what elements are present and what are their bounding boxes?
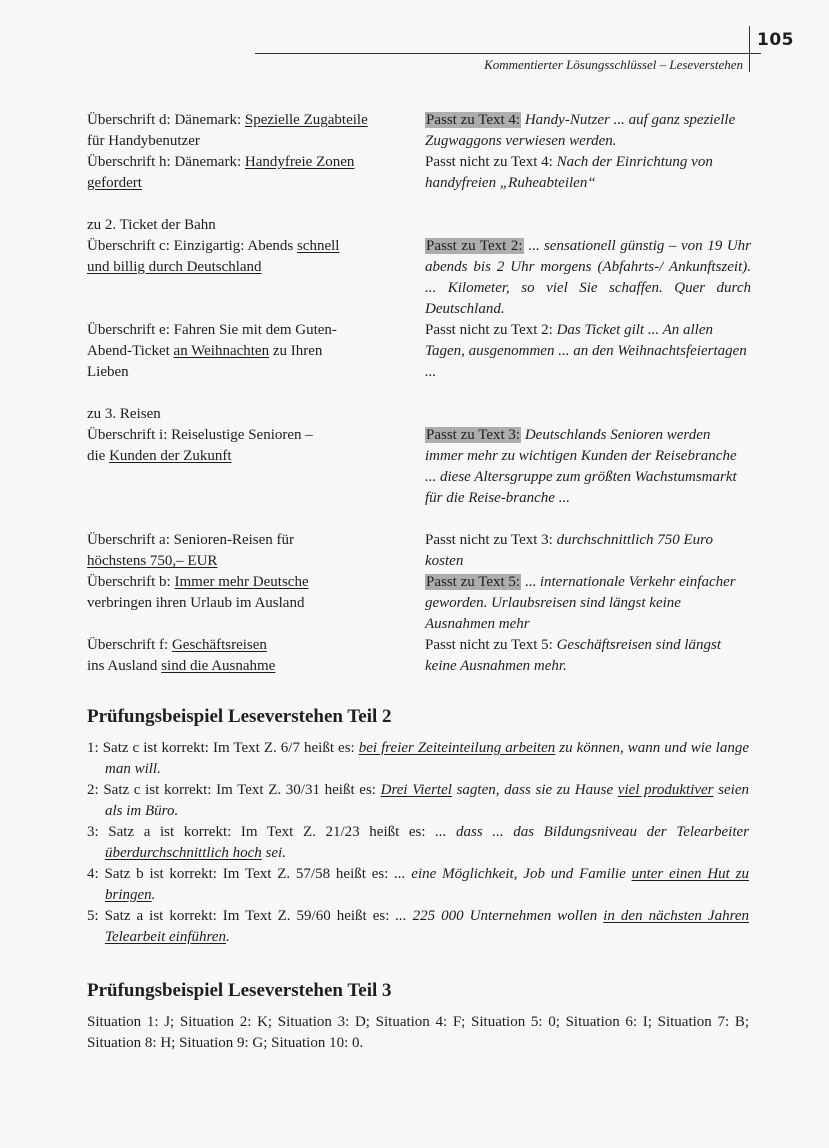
match-text-2: Passt zu Text 2: ... sensationell günstig – von 19 Uhr abends bis 2 Uhr morgens (Abfahrts-/ Ankunftszeit). ... Kilometer, so viel Sie schaffen. Quer durch Deutschland. (425, 238, 751, 317)
highlight-marker: Passt zu Text 5: (426, 574, 521, 590)
answer-item: 1: Satz c ist korrekt: Im Text Z. 6/7 heißt es: bei freier Zeiteinteilung arbeiten zu können, wann und wie lange man will. (87, 740, 749, 777)
heading-d: Überschrift d: Dänemark: Spezielle Zugabteile für Handybenutzer (87, 112, 368, 149)
answer-list-teil-2 (87, 738, 749, 948)
answer-item: 2: Satz c ist korrekt: Im Text Z. 30/31 heißt es: Drei Viertel sagten, dass sie zu Hause viel produktiver seien als im Büro. (87, 782, 749, 819)
match-text-5: Passt zu Text 5: ... internationale Verkehr einfacher geworden. Urlaubsreisen sind längst keine Ausnahmen mehr (425, 574, 736, 632)
running-head: Kommentierter Lösungsschlüssel – Leseverstehen (484, 57, 743, 72)
mismatch-text-4: Passt nicht zu Text 4: Nach der Einrichtung von handyfreien „Ruheabteilen“ (425, 154, 713, 191)
page-number: 105 (757, 30, 794, 50)
answer-item: 5: Satz a ist korrekt: Im Text Z. 59/60 heißt es: ... 225 000 Unternehmen wollen in den nächsten Jahren Telearbeit einführen. (87, 908, 750, 945)
answer-item: 4: Satz b ist korrekt: Im Text Z. 57/58 heißt es: ... eine Möglichkeit, Job und Familie unter einen Hut zu bringen. (87, 866, 749, 903)
heading-f: Überschrift f: Geschäftsreisen ins Ausland sind die Ausnahme (87, 637, 276, 674)
highlight-marker: Passt zu Text 2: (426, 238, 523, 254)
highlight-marker: Passt zu Text 3: (426, 427, 521, 443)
answer-item: 3: Satz a ist korrekt: Im Text Z. 21/23 heißt es: ... dass ... das Bildungsniveau der Telearbeiter überdurchschnittlich hoch sei. (87, 824, 749, 861)
section-2-title: zu 2. Ticket der Bahn (87, 217, 216, 233)
heading-i: Überschrift i: Reiselustige Senioren – die Kunden der Zukunft (87, 427, 313, 464)
heading-a: Überschrift a: Senioren-Reisen für höchstens 750,– EUR (87, 532, 295, 569)
heading-b: Überschrift b: Immer mehr Deutsche verbringen ihren Urlaub im Ausland (87, 574, 309, 611)
highlight-marker: Passt zu Text 4: (426, 112, 521, 128)
heading-h: Überschrift h: Dänemark: Handyfreie Zonen gefordert (87, 154, 355, 191)
heading-c: Überschrift c: Einzigartig: Abends schnell und billig durch Deutschland (87, 238, 340, 275)
header-divider (749, 26, 750, 72)
heading-e: Überschrift e: Fahren Sie mit dem Guten- Abend-Ticket an Weihnachten zu Ihren Lieben (87, 322, 337, 380)
answers-teil-3: Situation 1: J; Situation 2: K; Situation 3: D; Situation 4: F; Situation 5: 0; Situation 6: I; Situation 7: B; Situation 8: H; Situation 9: G; Situation 10: 0. (87, 1014, 749, 1051)
section-heading-teil-3: Prüfungsbeispiel Leseverstehen Teil 3 (87, 980, 392, 1001)
mismatch-text-3: Passt nicht zu Text 3: durchschnittlich 750 Euro kosten (425, 532, 713, 569)
match-text-3: Passt zu Text 3: Deutschlands Senioren werden immer mehr zu wichtigen Kunden der Reisebranche ... diese Altersgruppe zum größten Wachstumsmarkt für die Reise-branche ... (425, 427, 737, 506)
section-3-title: zu 3. Reisen (87, 406, 161, 422)
match-text-4: Passt zu Text 4: Handy-Nutzer ... auf ganz spezielle Zugwaggons verwiesen werden. (425, 112, 736, 149)
mismatch-text-2: Passt nicht zu Text 2: Das Ticket gilt ... An allen Tagen, ausgenommen ... an den Weihnachtsfeiertagen ... (425, 322, 747, 380)
header-rule (255, 53, 761, 54)
section-heading-teil-2: Prüfungsbeispiel Leseverstehen Teil 2 (87, 706, 392, 727)
mismatch-text-5: Passt nicht zu Text 5: Geschäftsreisen sind längst keine Ausnahmen mehr. (425, 637, 722, 674)
